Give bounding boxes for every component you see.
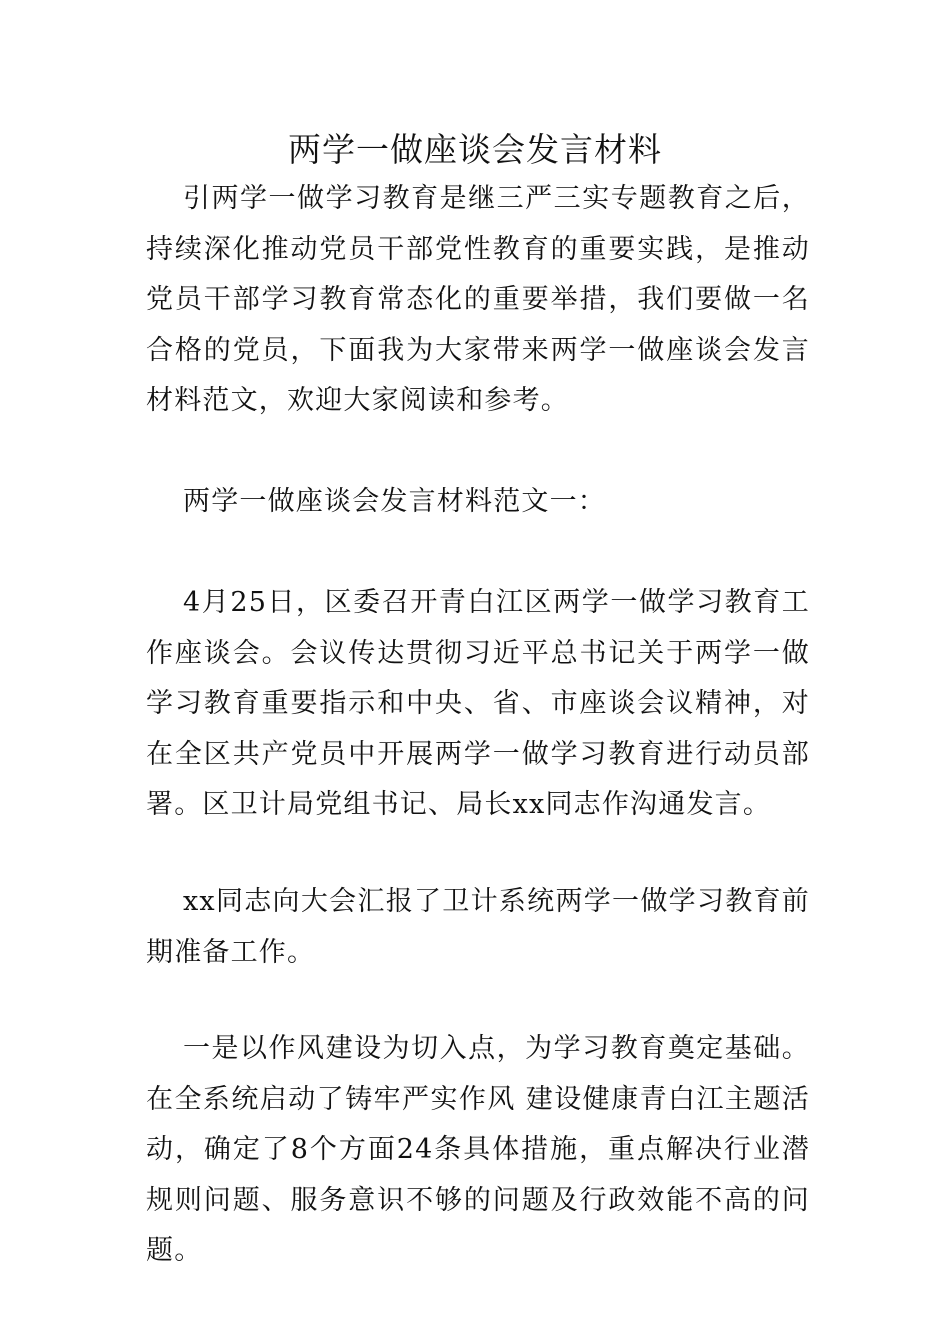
paragraph-meeting: 4月25日，区委召开青白江区两学一做学习教育工作座谈会。会议传达贯彻习近平总书记关于两学一做学习教育重要指示和中央、省、市座谈会议精神，对在全区共产党员中开展两学一做学习教育进行动员部署。区卫计局党组书记、局长xx同志作沟通发言。: [146, 587, 810, 820]
document-title: 两学一做座谈会发言材料: [288, 130, 662, 169]
paragraph-intro: 引两学一做学习教育是继三严三实专题教育之后，持续深化推动党员干部党性教育的重要实践，是推动党员干部学习教育常态化的重要举措，我们要做一名合格的党员，下面我为大家带来两学一做座谈会发言材料范文，欢迎大家阅读和参考。: [146, 183, 810, 416]
paragraph-point-one: 一是以作风建设为切入点，为学习教育奠定基础。在全系统启动了铸牢严实作风 建设健康青白江主题活动，确定了8个方面24条具体措施，重点解决行业潜规则问题、服务意识不够的问题及行政效能不高的问题。: [146, 1033, 810, 1266]
paragraph-section-heading: 两学一做座谈会发言材料范文一：: [183, 486, 606, 517]
paragraph-report: xx同志向大会汇报了卫计系统两学一做学习教育前期准备工作。: [146, 886, 810, 968]
